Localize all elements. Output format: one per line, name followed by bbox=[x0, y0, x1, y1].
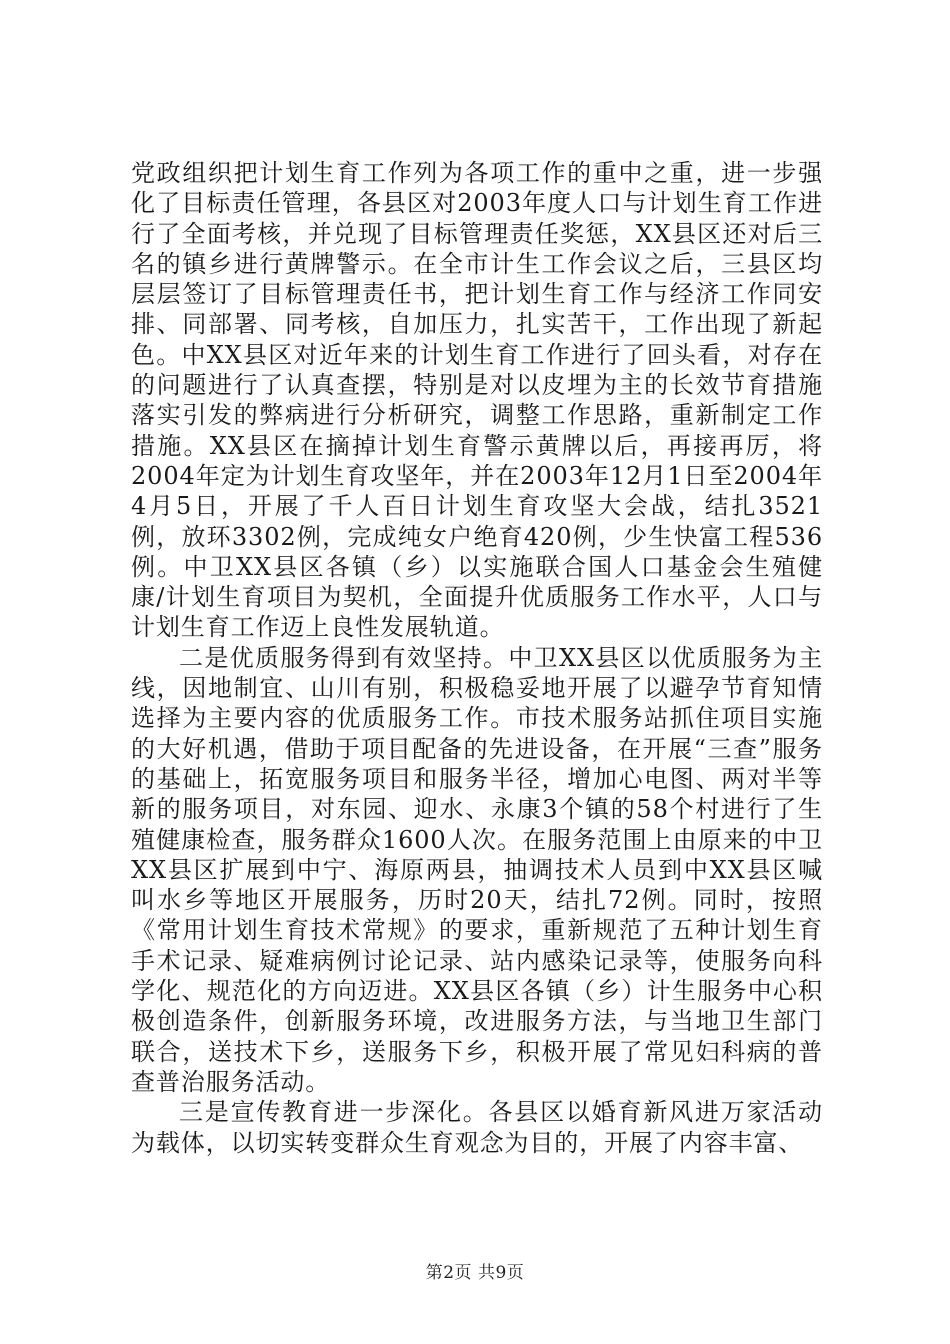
page-number-footer: 第2页 共9页 bbox=[425, 1263, 525, 1283]
paragraph-1: 党政组织把计划生育工作列为各项工作的重中之重，进一步强化了目标责任管理，各县区对2003年度人口与计划生育工作进行了全面考核，并兑现了目标管理责任奖惩，XX县区还对后三名的镇乡进行黄牌警示。在全市计生工作会议之后，三县区均层层签订了目标管理责任书，把计划生育工作与经济工作同安排、同部署、同考核，自加压力，扎实苦干，工作出现了新起色。中XX县区对近年来的计划生育工作进行了回头看，对存在的问题进行了认真查摆，特别是对以皮埋为主的长效节育措施落实引发的弊病进行分析研究，调整工作思路，重新制定工作措施。XX县区在摘掉计划生育警示黄牌以后，再接再厉，将2004年定为计划生育攻坚年，并在2003年12月1日至2004年4月5日，开展了千人百日计划生育攻坚大会战，结扎3521例，放环3302例，完成纯女户绝育420例，少生快富工程536例。中卫XX县区各镇（乡）以实施联合国人口基金会生殖健康/计划生育项目为契机，全面提升优质服务工作水平，人口与计划生育工作迈上良性发展轨道。 bbox=[131, 159, 823, 642]
document-body bbox=[131, 158, 823, 1158]
paragraph-3: 三是宣传教育进一步深化。各县区以婚育新风进万家活动为载体，以切实转变群众生育观念为目的，开展了内容丰富、 bbox=[131, 1098, 823, 1157]
paragraph-2: 二是优质服务得到有效坚持。中卫XX县区以优质服务为主线，因地制宜、山川有别，积极稳妥地开展了以避孕节育知情选择为主要内容的优质服务工作。市技术服务站抓住项目实施的大好机遇，借助于项目配备的先进设备，在开展“三查”服务的基础上，拓宽服务项目和服务半径，增加心电图、两对半等新的服务项目，对东园、迎水、永康3个镇的58个村进行了生殖健康检查，服务群众1600人次。在服务范围上由原来的中卫XX县区扩展到中宁、海原两县，抽调技术人员到中XX县区喊叫水乡等地区开展服务，历时20天，结扎72例。同时，按照《常用计划生育技术常规》的要求，重新规范了五种计划生育手术记录、疑难病例讨论记录、站内感染记录等，使服务向科学化、规范化的方向迈进。XX县区各镇（乡）计生服务中心积极创造条件，创新服务环境，改进服务方法，与当地卫生部门联合，送技术下乡，送服务下乡，积极开展了常见妇科病的普查普治服务活动。 bbox=[131, 643, 823, 1096]
